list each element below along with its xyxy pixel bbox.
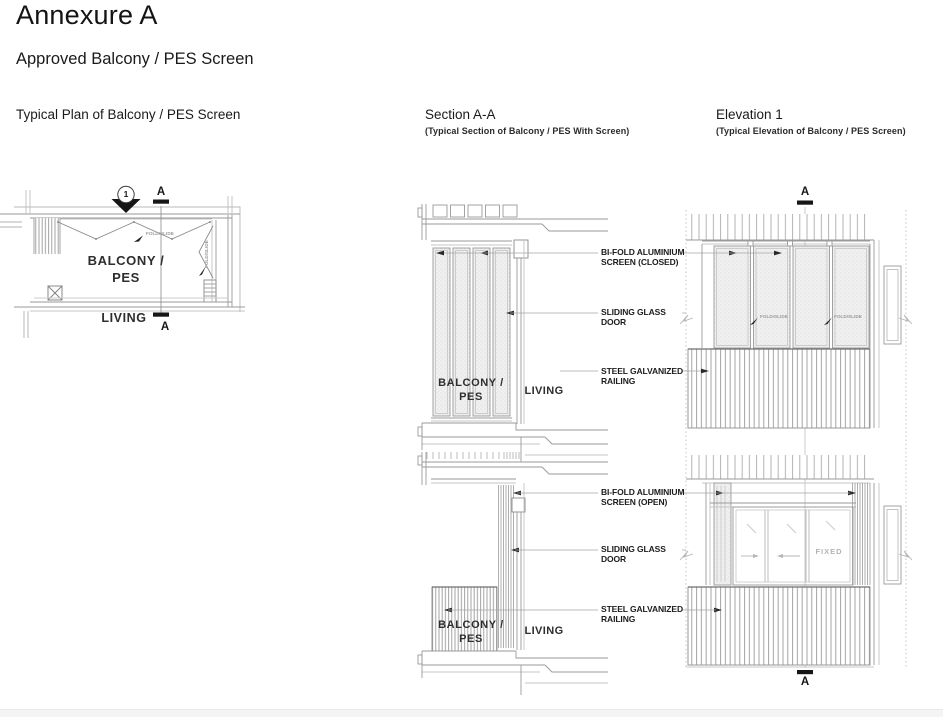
section-upper-room-line1: BALCONY / bbox=[438, 377, 504, 389]
section-lower-room-label bbox=[436, 618, 506, 646]
callout-steel-railing-upper bbox=[601, 366, 685, 386]
elevation-fixed-panel-label: FIXED bbox=[815, 547, 843, 556]
section-upper-room-label bbox=[436, 376, 506, 404]
callout-bifold-screen-closed bbox=[601, 247, 685, 267]
callout-steel-railing-lower bbox=[601, 604, 685, 624]
elevation-lower-drawing bbox=[680, 455, 912, 674]
section-lower-living-label: LIVING bbox=[524, 625, 564, 637]
plan-section-marker-top: A bbox=[156, 186, 166, 198]
section-lower-room-line2: PES bbox=[459, 633, 483, 645]
elevation-section-marker-top: A bbox=[800, 186, 810, 198]
plan-room-label bbox=[66, 252, 186, 286]
callout-bifold-screen-open bbox=[601, 487, 685, 507]
plan-fold-slide-label-right: FOLD/SLIDE bbox=[205, 240, 210, 268]
plan-title: Typical Plan of Balcony / PES Screen bbox=[16, 107, 241, 122]
page-title: Annexure A bbox=[16, 0, 158, 30]
callout-line: SCREEN (CLOSED) bbox=[601, 257, 679, 267]
elevation-title: Elevation 1 bbox=[716, 107, 783, 122]
section-title: Section A-A bbox=[425, 107, 496, 122]
section-upper-living-label: LIVING bbox=[524, 385, 564, 397]
plan-section-marker-bottom: A bbox=[160, 321, 170, 333]
section-upper-room-line2: PES bbox=[459, 391, 483, 403]
callout-sliding-glass-door-upper bbox=[601, 307, 685, 327]
callout-line: BI-FOLD ALUMINIUM bbox=[601, 247, 685, 257]
callout-line: SLIDING GLASS bbox=[601, 307, 666, 317]
callout-line: SLIDING GLASS bbox=[601, 544, 666, 554]
callout-sliding-glass-door-lower bbox=[601, 544, 685, 564]
plan-fold-slide-label-top: FOLD/SLIDE bbox=[146, 232, 174, 237]
callout-line: SCREEN (OPEN) bbox=[601, 497, 668, 507]
callout-line: RAILING bbox=[601, 376, 636, 386]
callout-line: DOOR bbox=[601, 554, 627, 564]
elevation-section-marker-bottom: A bbox=[800, 676, 810, 688]
page-subtitle: Approved Balcony / PES Screen bbox=[16, 50, 254, 68]
elevation-subtitle: (Typical Elevation of Balcony / PES Screen) bbox=[716, 126, 906, 136]
plan-room-line1: BALCONY / bbox=[87, 253, 165, 268]
plan-living-label: LIVING bbox=[101, 311, 147, 325]
callout-line: STEEL GALVANIZED bbox=[601, 366, 683, 376]
callout-line: STEEL GALVANIZED bbox=[601, 604, 683, 614]
section-upper-drawing bbox=[418, 204, 608, 462]
section-subtitle: (Typical Section of Balcony / PES With Screen) bbox=[425, 126, 630, 136]
callout-line: RAILING bbox=[601, 614, 636, 624]
section-lower-drawing bbox=[418, 452, 608, 695]
plan-detail-marker-number: 1 bbox=[123, 189, 129, 199]
section-lower-room-line1: BALCONY / bbox=[438, 619, 504, 631]
elevation-fold-slide-label-right: FOLD/SLIDE bbox=[834, 315, 862, 320]
elevation-fold-slide-label-left: FOLD/SLIDE bbox=[760, 315, 788, 320]
callout-line: BI-FOLD ALUMINIUM bbox=[601, 487, 685, 497]
plan-room-line2: PES bbox=[112, 270, 140, 285]
callout-line: DOOR bbox=[601, 317, 627, 327]
page-footer-strip bbox=[0, 709, 943, 717]
